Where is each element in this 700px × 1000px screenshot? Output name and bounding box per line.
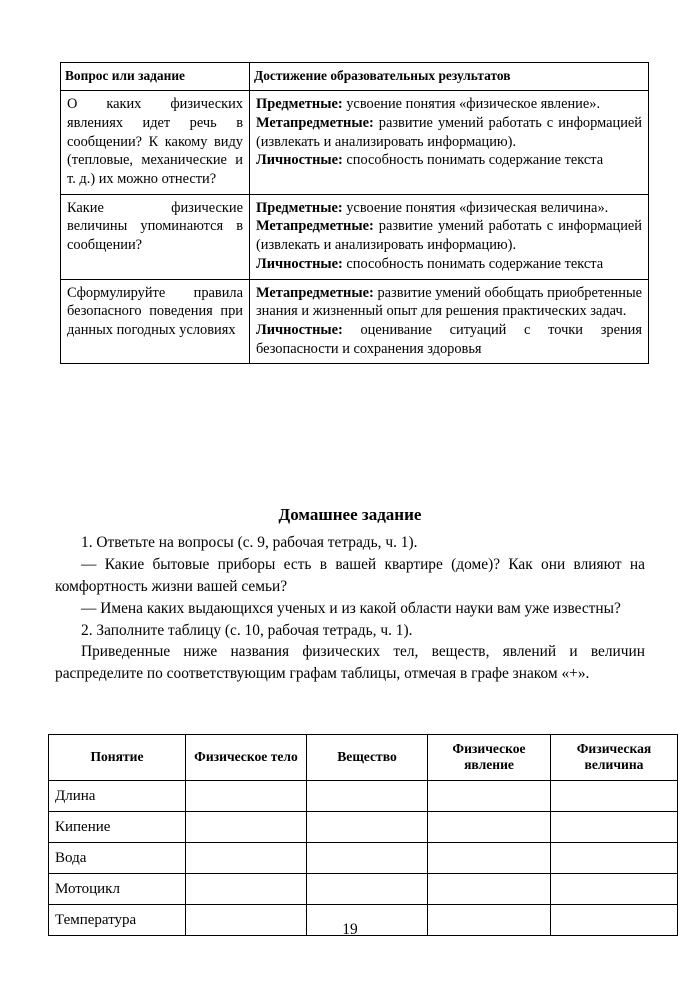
achievements-cell	[250, 279, 649, 364]
answer-cell[interactable]	[551, 874, 678, 905]
table-header-row	[61, 63, 649, 91]
answer-cell[interactable]	[307, 843, 428, 874]
answer-cell[interactable]	[307, 812, 428, 843]
table-row	[49, 874, 678, 905]
answer-cell[interactable]	[428, 812, 551, 843]
column-header-physical-body: Физическое тело	[186, 735, 307, 781]
table-row	[49, 812, 678, 843]
column-header-physical-quantity: Физическая величина	[551, 735, 678, 781]
concept-cell: Мотоцикл	[49, 874, 186, 905]
achievement-text: способность понимать содержание текста	[342, 152, 604, 169]
achievement-label: Метапредметные:	[256, 284, 374, 301]
achievement-label: Личностные:	[256, 255, 343, 272]
column-header-substance: Вещество	[307, 735, 428, 781]
answer-cell[interactable]	[186, 843, 307, 874]
question-cell: О каких физических явлениях идет речь в сообщении? К какому виду (тепловые, механические и т. д.) их можно отнести?	[61, 91, 250, 195]
concepts-classification-table	[48, 734, 678, 936]
achievement-text: усвоение понятия «физическое явление».	[342, 96, 601, 113]
answer-cell[interactable]	[428, 843, 551, 874]
achievement-label: Личностные:	[256, 152, 343, 169]
homework-paragraph: — Какие бытовые приборы есть в вашей квартире (доме)? Как они влияют на комфортность жизни вашей семьи?	[55, 555, 645, 595]
achievement-text: усвоение понятия «физическая величина».	[342, 199, 609, 216]
column-header-question: Вопрос или задание	[61, 63, 250, 91]
homework-heading: Домашнее задание	[278, 505, 422, 524]
column-header-concept: Понятие	[49, 735, 186, 781]
achievement-text: оценивание ситуаций с точки зрения безопасности и сохранения здоровья	[256, 321, 642, 357]
column-header-achievements: Достижение образовательных результатов	[250, 63, 649, 91]
achievement-label: Предметные:	[256, 96, 343, 113]
answer-cell[interactable]	[551, 781, 678, 812]
achievement-item	[256, 151, 642, 170]
answer-cell[interactable]	[428, 781, 551, 812]
concept-cell: Длина	[49, 781, 186, 812]
homework-paragraph: Приведенные ниже названия физических тел, веществ, явлений и величин распределите по соответствующим графам таблицы, отмечая в графе знаком «+».	[55, 643, 645, 683]
homework-paragraph: 1. Ответьте на вопросы (с. 9, рабочая тетрадь, ч. 1).	[81, 534, 418, 551]
table-header-row	[49, 735, 678, 781]
achievement-item	[256, 199, 642, 218]
answer-cell[interactable]	[307, 781, 428, 812]
educational-results-table	[60, 62, 649, 364]
achievement-text: развитие умений работать с информацией (извлекать и анализировать информацию).	[256, 218, 642, 254]
answer-cell[interactable]	[186, 812, 307, 843]
question-cell: Сформулируйте правила безопасного поведения при данных погодных условиях	[61, 279, 250, 364]
table-row	[49, 781, 678, 812]
homework-body	[55, 532, 645, 685]
achievement-text: способность понимать содержание текста	[342, 255, 604, 272]
achievement-label: Личностные:	[256, 321, 343, 338]
achievements-cell	[250, 194, 649, 279]
homework-paragraph: 2. Заполните таблицу (с. 10, рабочая тетрадь, ч. 1).	[81, 621, 413, 639]
achievement-item	[256, 217, 642, 254]
answer-cell[interactable]	[186, 874, 307, 905]
answer-cell[interactable]	[307, 874, 428, 905]
achievements-cell	[250, 91, 649, 195]
achievement-text: развитие умений обобщать приобретенные знания и жизненный опыт для решения практических задач.	[256, 284, 642, 320]
achievement-item	[256, 95, 642, 114]
achievement-item	[256, 284, 642, 321]
page-number: 19	[342, 921, 358, 938]
answer-cell[interactable]	[428, 874, 551, 905]
concept-cell: Вода	[49, 843, 186, 874]
table-row	[61, 194, 649, 279]
answer-cell[interactable]	[186, 781, 307, 812]
concept-cell: Кипение	[49, 812, 186, 843]
table-row	[61, 279, 649, 364]
achievement-label: Метапредметные:	[256, 218, 374, 235]
achievement-item	[256, 114, 642, 151]
column-header-physical-phenomenon: Физическое явление	[428, 735, 551, 781]
table-row	[49, 843, 678, 874]
homework-paragraph: — Имена каких выдающихся ученых и из какой области науки вам уже известны?	[81, 599, 621, 617]
achievement-label: Метапредметные:	[256, 114, 374, 131]
achievement-text: развитие умений работать с информацией (извлекать и анализировать информацию).	[256, 114, 642, 150]
table-row	[61, 91, 649, 195]
achievement-label: Предметные:	[256, 199, 343, 216]
concept-cell: Температура	[49, 905, 186, 936]
achievement-item	[256, 321, 642, 358]
achievement-item	[256, 255, 642, 274]
question-cell: Какие физические величины упоминаются в сообщении?	[61, 194, 250, 279]
answer-cell[interactable]	[551, 843, 678, 874]
answer-cell[interactable]	[551, 812, 678, 843]
